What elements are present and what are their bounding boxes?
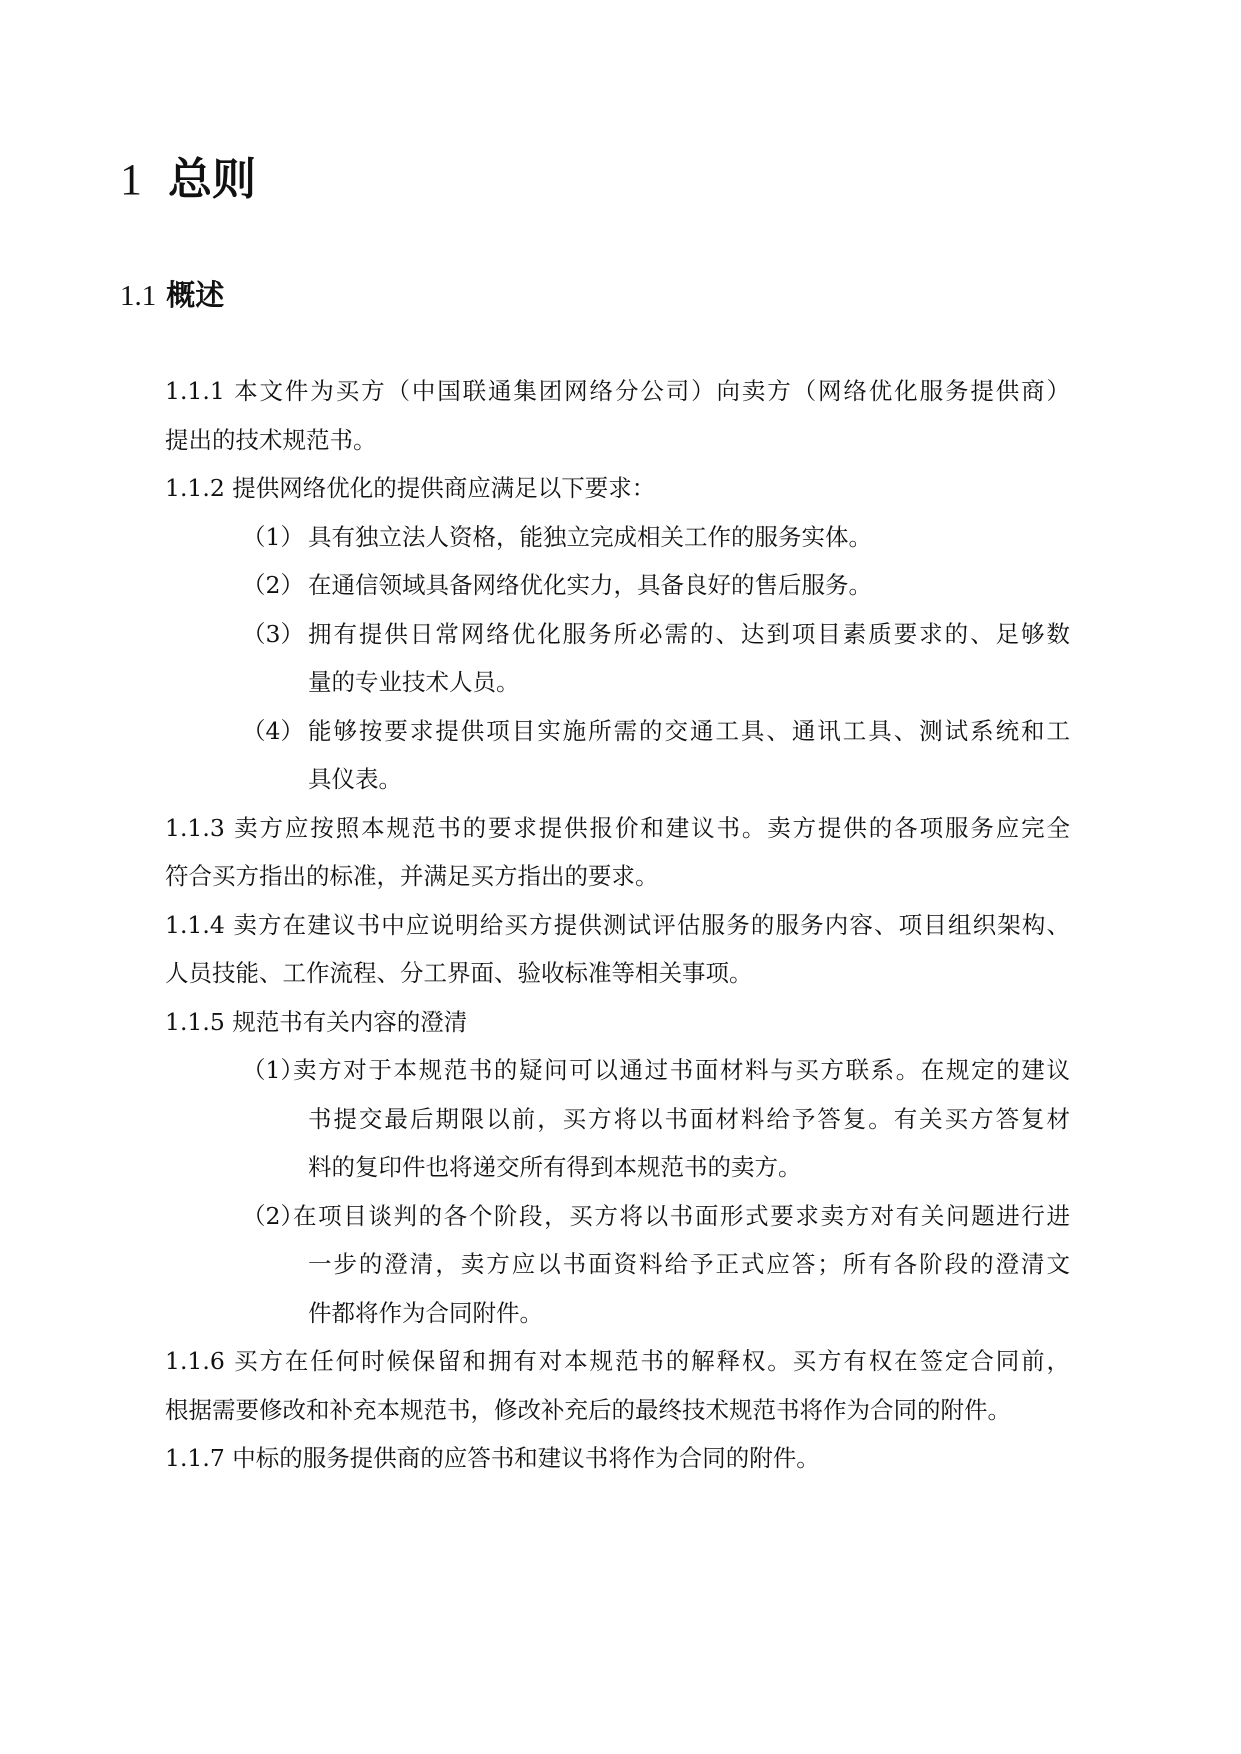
requirement-text-line-2: 量的专业技术人员。 bbox=[308, 668, 520, 696]
clarification-item-2 bbox=[165, 1192, 1070, 1241]
clarification-text-line-2: 一步的澄清，卖方应以书面资料给予正式应答；所有各阶段的澄清文 bbox=[308, 1250, 1070, 1278]
paragraph-1-1-1-line-2: 提出的技术规范书。 bbox=[165, 425, 377, 454]
paragraph-1-1-4-line-1: 1.1.4 卖方在建议书中应说明给买方提供测试评估服务的服务内容、项目组织架构、 bbox=[165, 910, 1070, 939]
section-title: 概述 bbox=[166, 278, 225, 312]
requirement-item-2 bbox=[165, 561, 1070, 610]
chapter-title: 总则 bbox=[168, 154, 256, 205]
requirement-marker: （4） bbox=[242, 716, 304, 745]
requirement-marker: （1） bbox=[242, 522, 304, 551]
section-body bbox=[165, 367, 1070, 1483]
requirement-text-line-1: 拥有提供日常网络优化服务所必需的、达到项目素质要求的、足够数 bbox=[308, 619, 1070, 648]
clarification-item-1 bbox=[165, 1046, 1070, 1095]
requirement-marker: （3） bbox=[242, 619, 304, 648]
clarification-text-line-3: 料的复印件也将递交所有得到本规范书的卖方。 bbox=[308, 1153, 802, 1181]
requirement-marker: （2） bbox=[242, 571, 304, 599]
paragraph-1-1-6-line-2: 根据需要修改和补充本规范书，修改补充后的最终技术规范书将作为合同的附件。 bbox=[165, 1395, 1011, 1424]
requirement-text-line-1: 能够按要求提供项目实施所需的交通工具、通讯工具、测试系统和工 bbox=[308, 716, 1070, 745]
paragraph-1-1-3-line-2: 符合买方指出的标准，并满足买方指出的要求。 bbox=[165, 862, 659, 890]
paragraph-1-1-3-line-1: 1.1.3 卖方应按照本规范书的要求提供报价和建议书。卖方提供的各项服务应完全 bbox=[165, 813, 1070, 842]
paragraph-1-1-6-line-1: 1.1.6 买方在任何时候保留和拥有对本规范书的解释权。买方有权在签定合同前， bbox=[165, 1347, 1070, 1375]
requirement-text: 在通信领域具备网络优化实力，具备良好的售后服务。 bbox=[308, 571, 872, 599]
clarification-text-line-1: 卖方对于本规范书的疑问可以通过书面材料与买方联系。在规定的建议 bbox=[293, 1056, 1070, 1084]
requirement-item-1 bbox=[165, 513, 1070, 562]
clarification-marker: （1） bbox=[242, 1056, 304, 1084]
paragraph-1-1-1-line-1: 1.1.1 本文件为买方（中国联通集团网络分公司）向卖方（网络优化服务提供商） bbox=[165, 377, 1070, 405]
paragraph-1-1-4-line-2: 人员技能、工作流程、分工界面、验收标准等相关事项。 bbox=[165, 959, 753, 987]
clarification-text-line-3: 件都将作为合同附件。 bbox=[308, 1298, 543, 1327]
clarification-text-line-1: 在项目谈判的各个阶段，买方将以书面形式要求卖方对有关问题进行进 bbox=[293, 1201, 1070, 1230]
section-heading bbox=[120, 275, 224, 316]
section-number: 1.1 bbox=[120, 280, 157, 312]
paragraph-1-1-5: 1.1.5 规范书有关内容的澄清 bbox=[165, 1007, 468, 1036]
clarification-text-line-2: 书提交最后期限以前，买方将以书面材料给予答复。有关买方答复材 bbox=[308, 1104, 1070, 1133]
clarification-marker: （2） bbox=[242, 1201, 304, 1230]
requirement-text-line-2: 具仪表。 bbox=[308, 765, 402, 793]
requirement-item-4 bbox=[165, 707, 1070, 756]
chapter-heading bbox=[120, 150, 256, 210]
requirement-text: 具有独立法人资格，能独立完成相关工作的服务实体。 bbox=[308, 522, 872, 551]
paragraph-1-1-7: 1.1.7 中标的服务提供商的应答书和建议书将作为合同的附件。 bbox=[165, 1444, 820, 1472]
requirement-item-3 bbox=[165, 610, 1070, 659]
paragraph-1-1-2: 1.1.2 提供网络优化的提供商应满足以下要求： bbox=[165, 474, 656, 502]
chapter-number: 1 bbox=[120, 155, 142, 204]
